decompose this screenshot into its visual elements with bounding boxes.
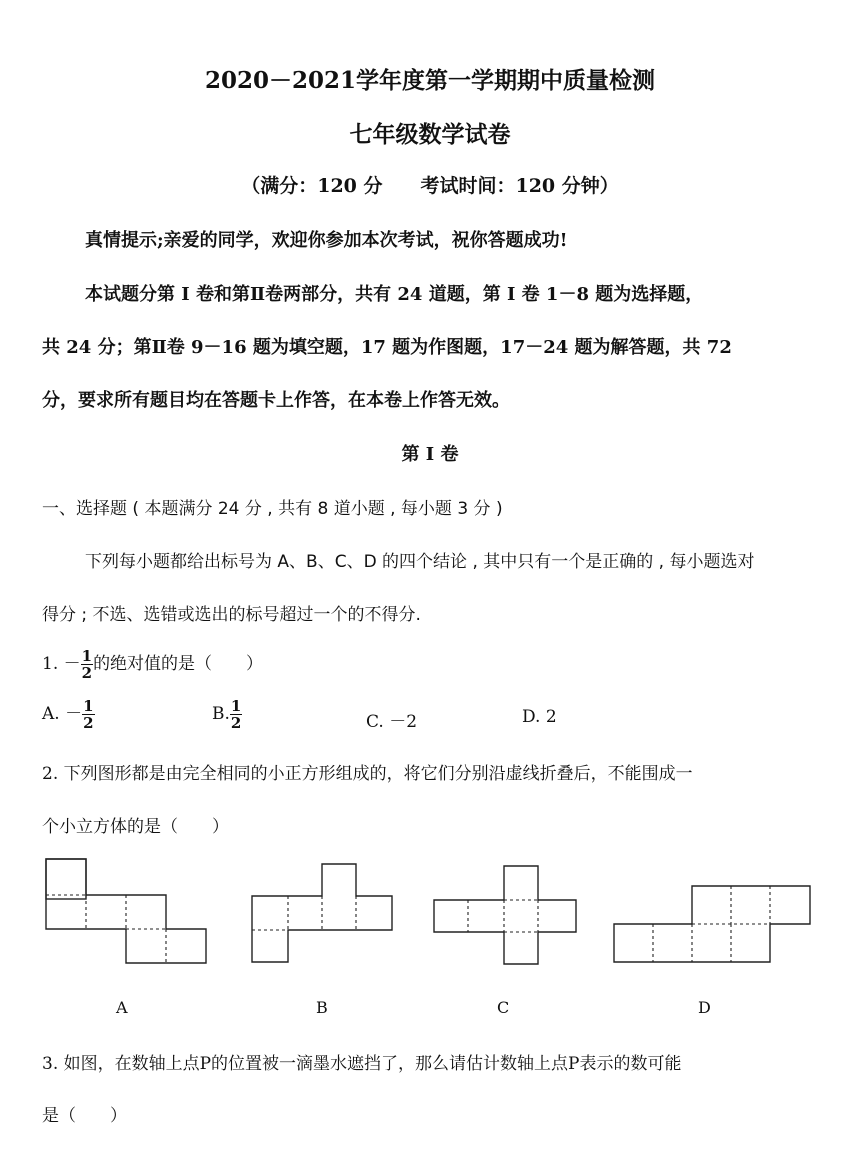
cube-net-b	[248, 860, 398, 970]
net-label-b: B	[316, 998, 328, 1017]
q1-option-a	[42, 698, 95, 731]
fraction	[230, 698, 242, 731]
section1-heading: 一、选择题 ( 本题满分 24 分 , 共有 8 道小题 , 每小题 3 分 )	[42, 499, 503, 519]
greeting: 真情提示;亲爱的同学，欢迎你参加本次考试，祝你答题成功!	[85, 230, 568, 251]
q1-option-b	[212, 698, 242, 731]
exam-info: （满分：120 分 考试时间：120 分钟）	[241, 175, 619, 197]
q1-prefix: 1. －	[42, 654, 81, 674]
question-2-line-1: 2. 下列图形都是由完全相同的小正方形组成的，将它们分别沿虚线折叠后，不能围成一	[42, 764, 693, 784]
question-3-line-1: 3. 如图，在数轴上点P的位置被一滴墨水遮挡了，那么请估计数轴上点P表示的数可能	[42, 1054, 682, 1074]
section1-instruction-2: 得分 ; 不选、选错或选出的标号超过一个的不得分.	[42, 605, 421, 625]
question-2-line-2: 个小立方体的是（ ）	[42, 817, 229, 837]
fraction-numerator: 1	[83, 697, 94, 715]
net-label-d: D	[698, 998, 711, 1017]
cube-net-a	[40, 855, 210, 970]
fraction-denominator: 2	[230, 714, 242, 732]
section1-instruction-1: 下列每小题都给出标号为 A、B、C、D 的四个结论 , 其中只有一个是正确的 , 每小题选对	[85, 552, 755, 572]
q1-option-d: D. 2	[522, 707, 557, 727]
cube-net-c	[430, 862, 580, 968]
exam-subtitle: 七年级数学试卷	[349, 121, 511, 148]
fraction	[82, 698, 94, 731]
net-label-c: C	[497, 998, 510, 1017]
q1-suffix: 的绝对值的是（ ）	[93, 654, 264, 674]
part1-title: 第 I 卷	[401, 444, 459, 465]
q1-option-c: C. －2	[366, 712, 418, 732]
cube-net-d	[610, 882, 815, 968]
q1-option-b-label: B.	[212, 704, 230, 724]
fraction-numerator: 1	[230, 697, 242, 715]
net-label-a: A	[116, 998, 128, 1017]
intro-line-3: 分，要求所有题目均在答题卡上作答，在本卷上作答无效。	[42, 390, 510, 411]
fraction	[81, 648, 93, 681]
question-1-stem	[42, 648, 263, 681]
intro-line-2: 共 24 分；第Ⅱ卷 9－16 题为填空题，17 题为作图题，17－24 题为解答题，共 72	[42, 337, 732, 358]
fraction-denominator: 2	[83, 714, 94, 732]
intro-line-1: 本试题分第 I 卷和第Ⅱ卷两部分，共有 24 道题，第 I 卷 1－8 题为选择题，	[85, 284, 704, 305]
fraction-numerator: 1	[81, 647, 93, 665]
q1-option-a-label: A. －	[42, 704, 83, 724]
fraction-denominator: 2	[81, 664, 93, 682]
exam-title: 2020－2021学年度第一学期期中质量检测	[204, 67, 656, 94]
question-3-line-2: 是（ ）	[42, 1106, 127, 1126]
